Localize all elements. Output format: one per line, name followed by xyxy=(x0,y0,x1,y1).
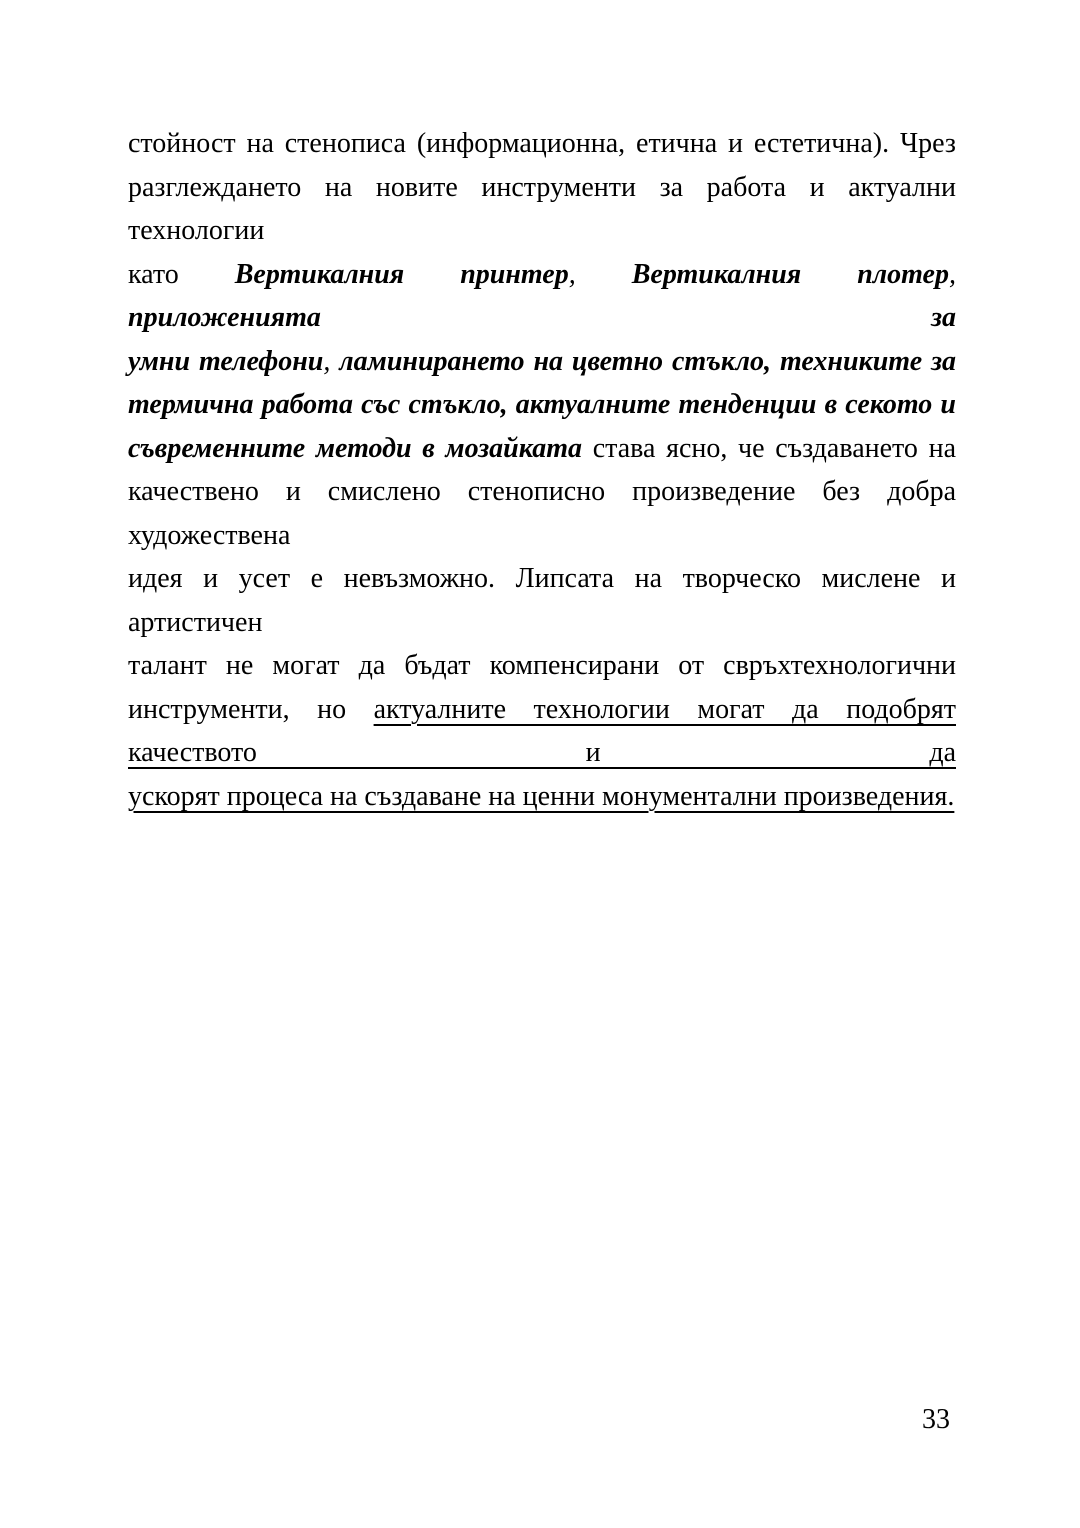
text-line xyxy=(128,340,956,384)
paragraph xyxy=(128,122,956,818)
text-segment: като xyxy=(128,258,235,290)
text-line xyxy=(128,166,956,253)
text-segment: актуалните технологии могат да подобрят качеството и да xyxy=(128,693,956,768)
text-line xyxy=(128,775,956,819)
text-segment: Вертикалния плотер xyxy=(631,258,949,290)
text-line xyxy=(128,122,956,166)
text-segment: става ясно, че създаването на xyxy=(582,432,956,464)
text-segment: , xyxy=(568,258,632,290)
text-segment: , xyxy=(323,345,340,377)
text-segment: умни телефони xyxy=(128,345,324,377)
text-segment: инструменти, но xyxy=(128,693,374,725)
text-segment: идея и усет е невъзможно. Липсата на творческо мислене и артистичен xyxy=(128,563,956,638)
text-line xyxy=(128,557,956,644)
text-segment: талант не могат да бъдат компенсирани от свръхтехнологични xyxy=(128,650,956,681)
text-segment: разглеждането на новите инструменти за работа и актуални технологии xyxy=(128,171,956,246)
text-segment: термична работа със стъкло, актуалните тенденции в секото и xyxy=(128,389,956,420)
text-segment: стойност на стенописа (информационна, етична и естетична). Чрез xyxy=(128,128,956,159)
text-segment: качествено и смислено стенописно произведение без добра художествена xyxy=(128,476,956,551)
text-segment: приложенията за xyxy=(128,302,956,333)
text-line xyxy=(128,688,956,775)
text-segment: съвременните методи в мозайката xyxy=(128,432,583,464)
text-segment: , xyxy=(949,258,956,290)
page-number: 33 xyxy=(922,1404,950,1435)
text-line xyxy=(128,470,956,557)
text-segment: ускорят процеса на създаване на ценни монументални произведения. xyxy=(128,780,955,812)
text-line xyxy=(128,383,956,427)
text-line xyxy=(128,253,956,340)
text-line xyxy=(128,644,956,688)
text-segment: Вертикалния принтер xyxy=(234,258,569,290)
text-line xyxy=(128,427,956,471)
text-segment: ламинирането на цветно стъкло, техниките за xyxy=(339,345,956,377)
